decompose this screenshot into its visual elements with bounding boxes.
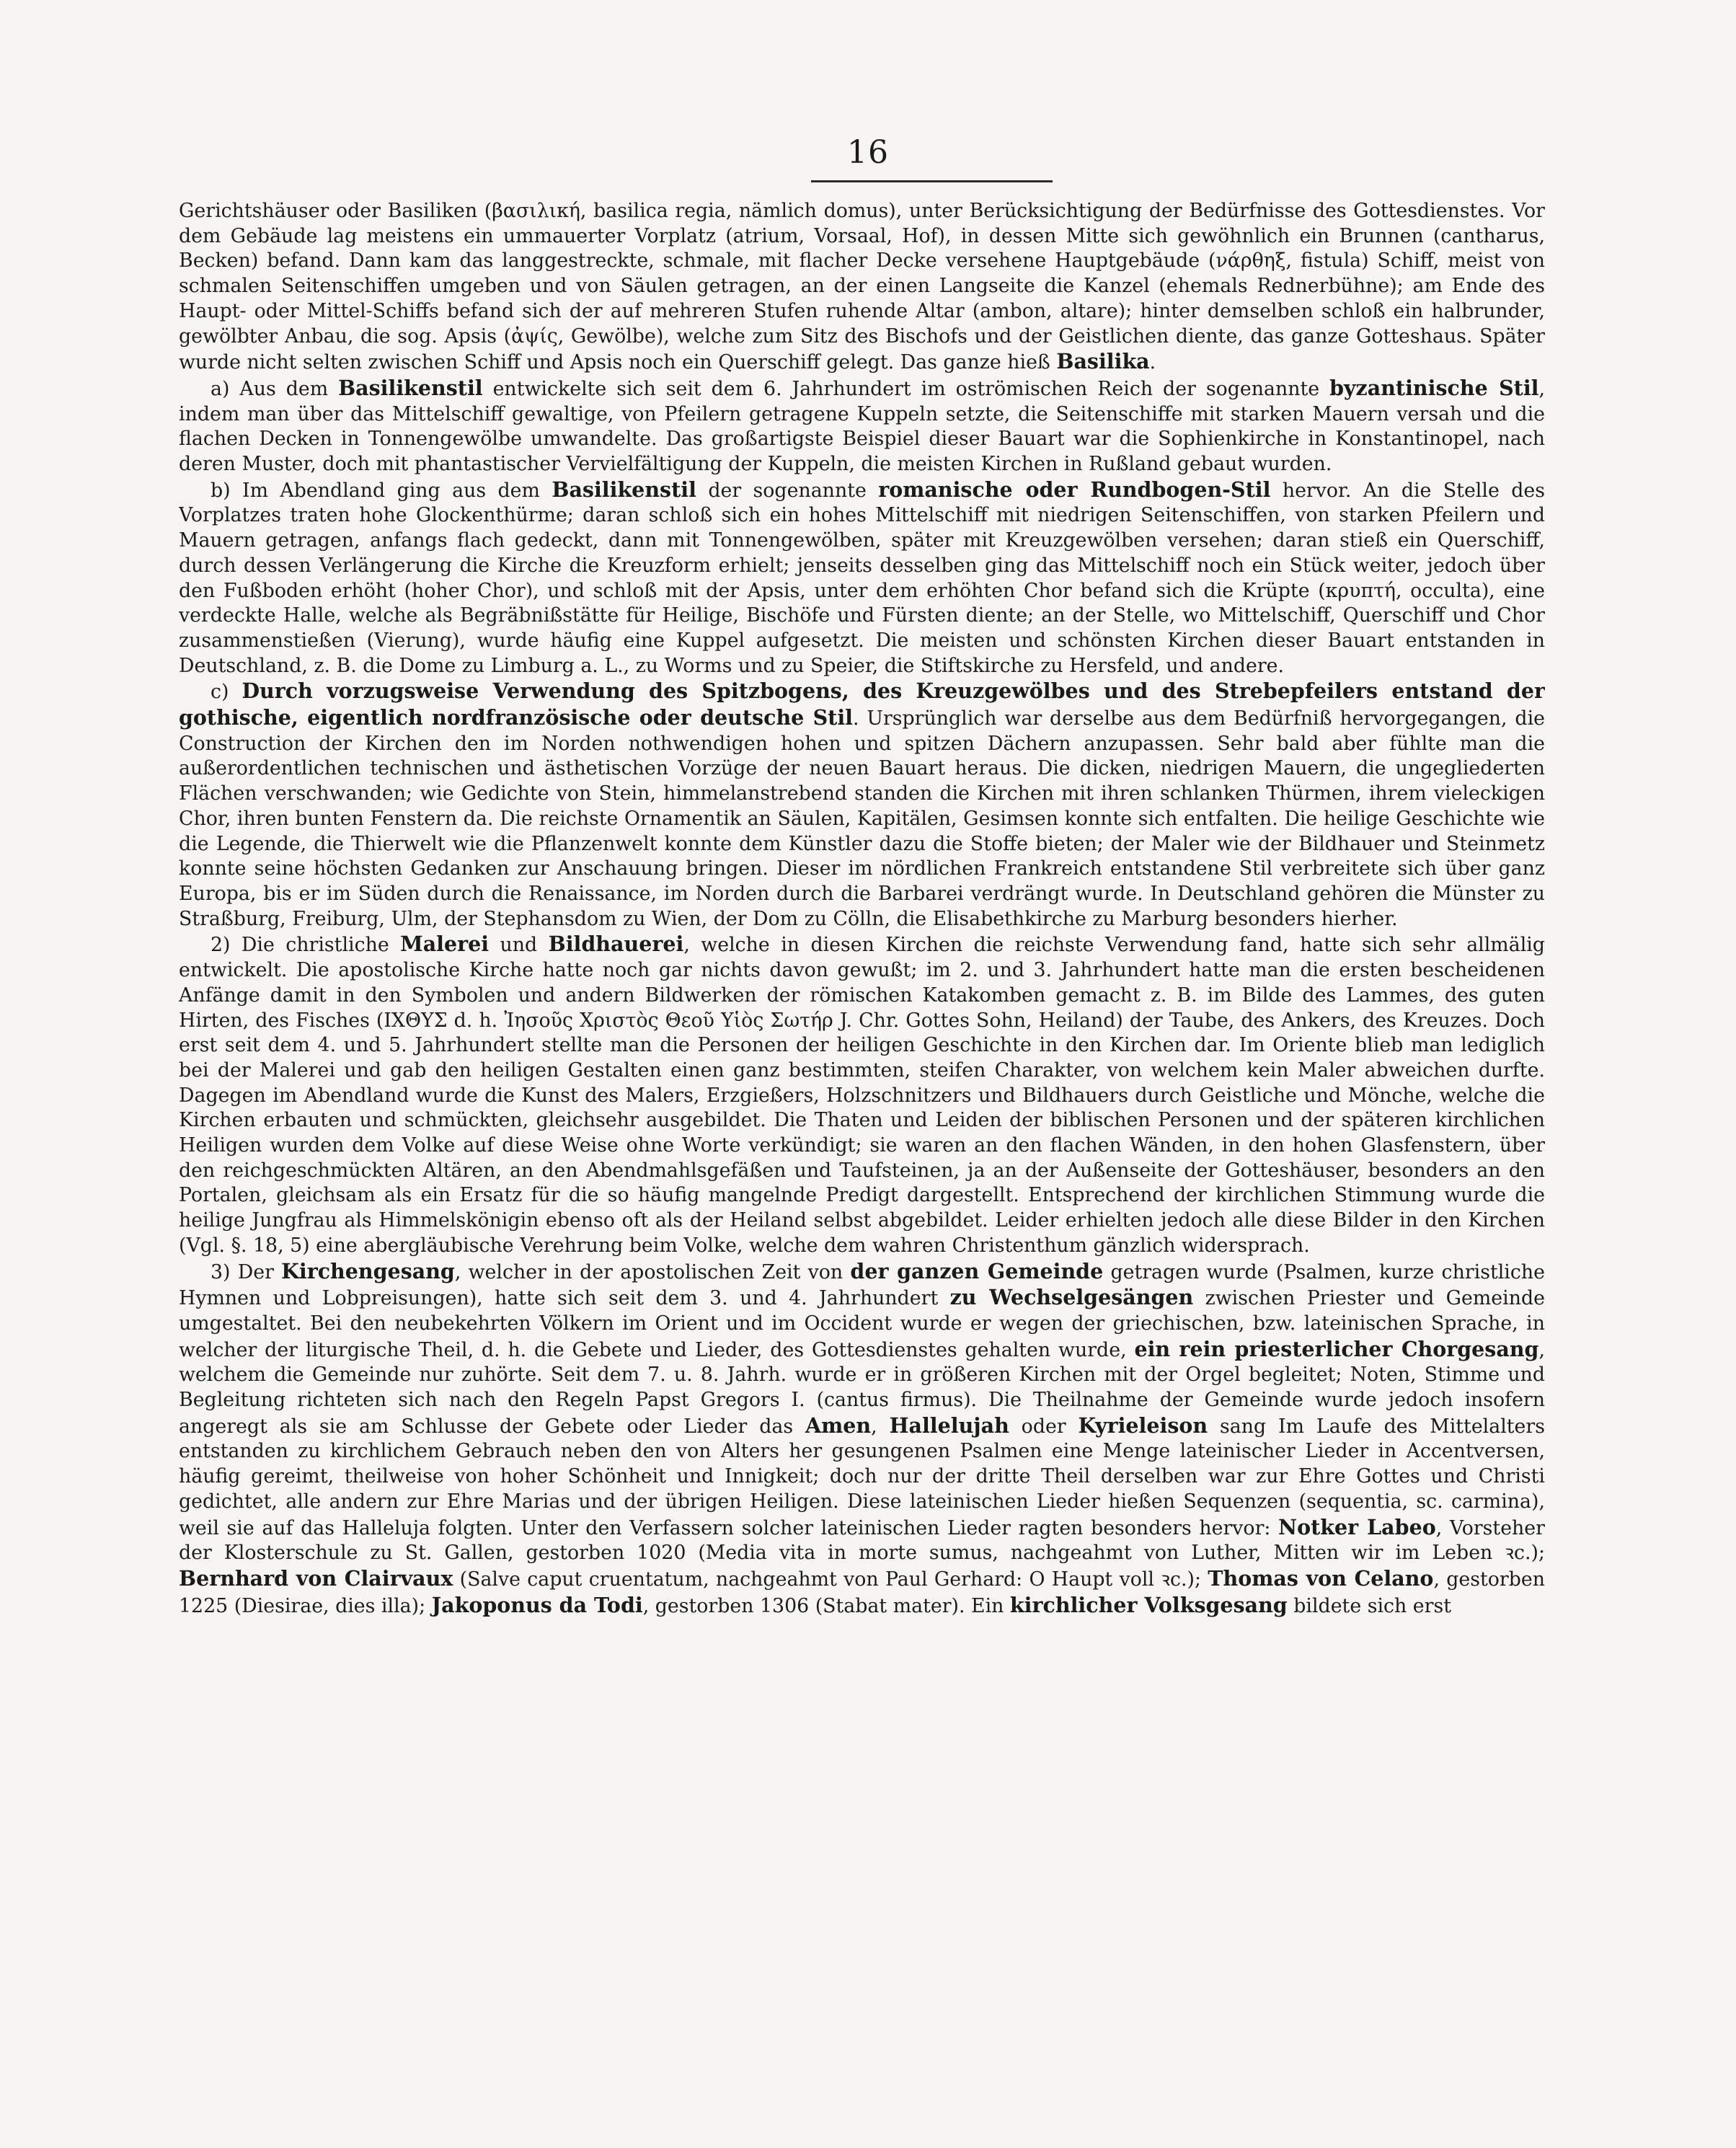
text-run: der sogenannte bbox=[696, 479, 879, 502]
emphasis-term: Hallelujah bbox=[889, 1413, 1009, 1438]
emphasis-term: Thomas von Celano bbox=[1208, 1565, 1434, 1591]
paragraph-c bbox=[179, 679, 1545, 932]
text-run: , indem man über das Mittelschiff gewaltige, von Pfeilern getragene Kuppeln setzte, die Seitenschiffe mit starken Mauern versah und die flachen Decken in Tonnengewölbe umwandelte. Das großartigste Beispiel dieser Bauart war die Sophienkirche in Konstantinopel, nach deren Muster, doch mit phantastischer Vervielfältigung der Kuppeln, die meisten Kirchen in Rußland gebaut wurden. bbox=[179, 377, 1545, 476]
text-run: und bbox=[489, 934, 549, 957]
page-body bbox=[179, 199, 1545, 2117]
text-run: getragen wurde (Psalmen, kurze christliche Hymnen und Lobpreisungen), hatte sich seit dem 3. und 4. Jahrhundert bbox=[179, 1260, 1545, 1310]
text-run: hervor. An die Stelle des Vorplatzes traten hohe Glockenthürme; daran schloß sich ein hohes Mittelschiff mit niedrigen Seitenschiffen, von starken Pfeilern und Mauern getragen, anfangs flach gedeckt, dann mit Tonnengewölben, später mit Kreuzgewölben versehen; daran stieß ein Querschiff, durch dessen Verlängerung die Kirche die Kreuzform erhielt; jenseits desselben ging das Mittelschiff noch ein Stück weiter, jedoch über den Fußboden erhöht (hoher Chor), und schloß mit der Apsis, unter dem erhöhten Chor befand sich die Krüpte (κρυπτή, occulta), eine verdeckte Halle, welche als Begräbnißstätte für Heilige, Bischöfe und Fürsten diente; an der Stelle, wo Mittelschiff, Querschiff und Chor zusammenstießen (Vierung), wurde häufig eine Kuppel aufgesetzt. Die meisten und schönsten Kirchen dieser Bauart entstanden in Deutschland, z. B. die Dome zu Limburg a. L., zu Worms und zu Speier, die Stiftskirche zu Hersfeld, und andere. bbox=[179, 479, 1545, 677]
emphasis-term: kirchlicher Volksgesang bbox=[1009, 1592, 1288, 1617]
text-run: . bbox=[1149, 351, 1156, 374]
emphasis-term: Durch vorzugsweise Verwendung des Spitzbogens, des Kreuzgewölbes und des Strebepfeilers entstand der gothische, eigentlich nordfranzösische oder deutsche Stil bbox=[179, 679, 1545, 730]
text-run: , welcher in der apostolischen Zeit von bbox=[454, 1260, 851, 1283]
paragraph-a bbox=[179, 376, 1545, 477]
text-run: 2) Die christliche bbox=[211, 934, 401, 957]
paragraph-b bbox=[179, 477, 1545, 679]
text-run: , Vorsteher der Klosterschule zu St. Gallen, gestorben 1020 (Media vita in morte sumus, nachgeahmt von Luther, Mitten wir im Leben ꝛc.); bbox=[179, 1516, 1545, 1565]
emphasis-term: byzantinische Stil bbox=[1329, 375, 1539, 400]
emphasis-term: Bildhauerei bbox=[548, 932, 684, 957]
text-run: sang Im Laufe des Mittelalters entstanden zu kirchlichem Gebrauch neben den von Alters her gesungenen Psalmen eine Menge lateinischer Lieder in Accentversen, häufig gereimt, theilweise von hoher Schönheit und Innigkeit; doch nur der dritte Theil derselben war zur Ehre Gottes und Christi gedichtet, alle andern zur Ehre Marias und der übrigen Heiligen. Diese lateinischen Lieder hießen Sequenzen (sequentia, sc. carmina), weil sie auf das Halleluja folgten. Unter den Verfassern solcher lateinischen Lieder ragten besonders hervor: bbox=[179, 1415, 1545, 1539]
header-rule bbox=[811, 180, 1053, 182]
text-run: , welche in diesen Kirchen die reichste Verwendung fand, hatte sich sehr allmälig entwickelt. Die apostolische Kirche hatte noch gar nichts davon gewußt; im 2. und 3. Jahrhundert hatte man die ersten bescheidenen Anfänge damit in den Symbolen und andern Bildwerken der römischen Katakomben gemacht z. B. im Bilde des Lammes, des guten Hirten, des Fisches (ΙΧΘΥΣ d. h. Ἰησοῦς Χριστὸς Θεοῦ Υἱὸς Σωτήρ J. Chr. Gottes Sohn, Heiland) der Taube, des Ankers, des Kreuzes. Doch erst seit dem 4. und 5. Jahrhundert stellte man die Personen der heiligen Geschichte in den Kirchen dar. Im Oriente blieb man lediglich bei der Malerei und gab den heiligen Gestalten einen ganz bestimmten, steifen Charakter, von welchem kein Maler abweichen durfte. Dagegen im Abendland wurde die Kunst des Malers, Erzgießers, Holzschnitzers und Bildhauers durch Geistliche und Mönche, welche die Kirchen erbauten und schmückten, gleichsehr ausgebildet. Die Thaten und Leiden der biblischen Personen und der späteren kirchlichen Heiligen wurden dem Volke auf diese Weise ohne Worte verkündigt; sie waren an den flachen Wänden, in den hohen Glasfenstern, über den reichgeschmückten Altären, an den Abendmahlsgefäßen und Taufsteinen, ja an der Außenseite der Gotteshäuser, besonders an den Portalen, gleichsam als ein Ersatz für die so häufig mangelnde Predigt dargestellt. Entsprechend der kirchlichen Stimmung wurde die heilige Jungfrau als Himmelskönigin ebenso oft als der Heiland selbst abgebildet. Leider erhielten jedoch alle diese Bilder in den Kirchen (Vgl. §. 18, 5) eine abergläubische Verehrung beim Volke, welche dem wahren Christenthum gänzlich widersprach. bbox=[179, 934, 1545, 1257]
text-run: bildete sich erst bbox=[1287, 1594, 1451, 1617]
emphasis-term: romanische oder Rundbogen-Stil bbox=[878, 477, 1271, 502]
text-run: oder bbox=[1009, 1415, 1079, 1438]
text-run: 3) Der bbox=[211, 1260, 282, 1283]
emphasis-term: Kirchengesang bbox=[281, 1258, 455, 1283]
text-run: , gestorben 1306 (Stabat mater). Ein bbox=[642, 1594, 1010, 1617]
text-run: Gerichtshäuser oder Basiliken (βασιλική, basilica regia, nämlich domus), unter Berücksichtigung der Bedürfnisse des Gottesdienstes. Vor dem Gebäude lag meistens ein ummauerter Vorplatz (atrium, Vorsaal, Hof), in dessen Mitte sich gewöhnlich ein Brunnen (cantharus, Becken) befand. Dann kam das langgestreckte, schmale, mit flacher Decke versehene Hauptgebäude (νάρθηξ, fistula) Schiff, meist von schmalen Seitenschiffen umgeben und von Säulen getragen, an der einen Langseite die Kanzel (ehemals Rednerbühne); am Ende des Haupt- oder Mittel-Schiffs befand sich der auf mehreren Stufen ruhende Altar (ambon, altare); hinter demselben schloß ein halbrunder, gewölbter Anbau, die sog. Apsis (ἀψίς, Gewölbe), welche zum Sitz des Bischofs und der Geistlichen diente, das ganze Gotteshaus. Später wurde nicht selten zwischen Schiff und Apsis noch ein Querschiff gelegt. Das ganze hieß bbox=[179, 200, 1545, 374]
emphasis-term: Basilikenstil bbox=[552, 477, 696, 502]
emphasis-term: Bernhard von Clairvaux bbox=[179, 1565, 453, 1591]
text-run: , welchem die Gemeinde nur zuhörte. Seit dem 7. u. 8. Jahrh. wurde er in größeren Kirchen mit der Orgel begleitet; Noten, Stimme und Begleitung richteten sich nach den Regeln Papst Gregors I. (cantus firmus). Die Theilnahme der Gemeinde wurde jedoch insofern angeregt als sie am Schlusse der Gebete oder Lieder das bbox=[179, 1338, 1545, 1438]
emphasis-term: Basilika bbox=[1056, 349, 1150, 374]
text-run: a) Aus dem bbox=[211, 377, 339, 400]
paragraph-3 bbox=[179, 1259, 1545, 1619]
emphasis-term: Jakoponus da Todi bbox=[431, 1592, 643, 1617]
emphasis-term: der ganzen Gemeinde bbox=[850, 1258, 1104, 1283]
text-run: (Salve caput cruentatum, nachgeahmt von Paul Gerhard: O Haupt voll ꝛc.); bbox=[453, 1568, 1208, 1591]
emphasis-term: Amen bbox=[805, 1413, 872, 1438]
emphasis-term: ein rein priesterlicher Chorgesang bbox=[1134, 1336, 1539, 1361]
text-run: zwischen Priester und Gemeinde umgestaltet. Bei den neubekehrten Völkern im Orient und im Occident wurde er wegen der griechischen, bzw. lateinischen Sprache, in welcher der liturgische Theil, d. h. die Gebete und Lieder, des Gottesdienstes gehalten wurde, bbox=[179, 1287, 1545, 1361]
text-run: c) bbox=[211, 681, 242, 704]
emphasis-term: Basilikenstil bbox=[338, 375, 483, 400]
emphasis-term: Kyrieleison bbox=[1078, 1413, 1208, 1438]
page-number: 16 bbox=[847, 134, 889, 171]
emphasis-term: zu Wechselgesängen bbox=[949, 1285, 1194, 1310]
text-run: , gestorben 1225 (Diesirae, dies illa); bbox=[179, 1568, 1545, 1617]
emphasis-term: Malerei bbox=[400, 932, 490, 957]
text-run: . Ursprünglich war derselbe aus dem Bedürfniß hervorgegangen, die Construction der Kirchen den im Norden nothwendigen hohen und spitzen Dächern anzupassen. Sehr bald aber fühlte man die außerordentlichen technischen und ästhetischen Vorzüge der neuen Bauart heraus. Die dicken, niedrigen Mauern, die ungegliederten Flächen verschwanden; wie Gedichte von Stein, himmelanstrebend standen die Kirchen mit ihren schlanken Thürmen, ihrem vieleckigen Chor, ihren bunten Fenstern da. Die reichste Ornamentik an Säulen, Kapitälen, Gesimsen konnte sich entfalten. Die heilige Geschichte wie die Legende, die Thierwelt wie die Pflanzenwelt konnte dem Künstler dazu die Stoffe bieten; der Maler wie der Bildhauer und Steinmetz konnte seine höchsten Gedanken zur Anschauung bringen. Dieser im nördlichen Frankreich entstandene Stil verbreitete sich über ganz Europa, bis er im Süden durch die Renaissance, im Norden durch die Barbarei verdrängt wurde. In Deutschland gehören die Münster zu Straßburg, Freiburg, Ulm, der Stephansdom zu Wien, der Dom zu Cölln, die Elisabethkirche zu Marburg besonders hierher. bbox=[179, 707, 1545, 930]
emphasis-term: Notker Labeo bbox=[1278, 1514, 1436, 1539]
text-run: b) Im Abendland ging aus dem bbox=[211, 479, 552, 502]
paragraph-intro bbox=[179, 199, 1545, 376]
text-run: , bbox=[871, 1415, 890, 1438]
text-run: entwickelte sich seit dem 6. Jahrhundert im oströmischen Reich der sogenannte bbox=[482, 377, 1330, 400]
paragraph-2 bbox=[179, 932, 1545, 1258]
